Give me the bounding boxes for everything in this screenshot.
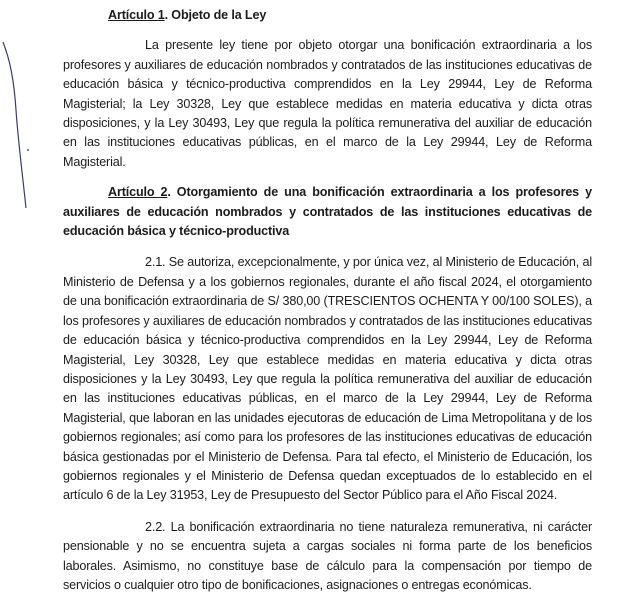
section-2-2-number: 2.2. [145,519,166,534]
article-2-label: Artículo 2 [108,185,168,200]
article-2-separator: . [167,185,177,200]
section-2-1-number: 2.1. [145,255,166,270]
document-page [63,6,592,595]
section-2-1-text: Se autoriza, excepcionalmente, y por única vez, al Ministerio de Educación, al Ministerio de Defensa y a los gobiernos regionales, durante el año fiscal 2024, el otorgamiento de una bonificación extraordinaria de S/ 380,00 (TRESCIENTOS OCHENTA Y 00/100 SOLES), a los profesores y auxiliares de educación nombrados y contratados de las instituciones educativas de educación básica y técnico-productiva comprendidos en la Ley 29944, Ley de Reforma Magisterial, Ley 30328, Ley que establece medidas en materia educativa y dicta otras disposiciones y la Ley 30493, Ley que regula la política remunerativa del auxiliar de educación en las instituciones educativas públicas, en el marco de la Ley 29944, Ley de Reforma Magisterial, que laboran en las unidades ejecutoras de educación de Lima Metropolitana y de los gobiernos regionales; así como para los profesores de las instituciones educativas de educación básica gestionadas por el Ministerio de Defensa. Para tal efecto, el Ministerio de Educación, los gobiernos regionales y el Ministerio de Defensa quedan exceptuados de lo establecido en el artículo 6 de la Ley 31953, Ley de Presupuesto del Sector Público para el Año Fiscal 2024. [63,255,592,503]
handwritten-margin-line [0,40,40,210]
article-1-title: Objeto de la Ley [171,8,267,22]
article-2-heading [63,183,592,241]
article-1-label: Artículo 1 [108,8,165,22]
article-2-title: Otorgamiento de una bonificación extraordinaria a los profesores y auxiliares de educación nombrados y contratados de las instituciones educativas de educación básica y técnico-productiva [63,185,592,239]
article-1-paragraph: La presente ley tiene por objeto otorgar una bonificación extraordinaria a los profesores y auxiliares de educación nombrados y contratados de las instituciones educativas de educación básica y técnico-productiva comprendidos en la Ley 29944, Ley de Reforma Magisterial; la Ley 30328, Ley que establece medidas en materia educativa y dicta otras disposiciones, y la Ley 30493, Ley que regula la política remunerativa del auxiliar de educación en las instituciones educativas públicas, en el marco de la Ley 29944, Ley de Reforma Magisterial. [63,38,592,169]
margin-dot [27,149,29,151]
article-1-separator: . [164,8,172,22]
section-2-1-paragraph [63,253,592,505]
article-1-heading [63,6,592,25]
section-2-2-text: La bonificación extraordinaria no tiene naturaleza remunerativa, ni carácter pensionable y no se encuentra sujeta a cargas sociales ni forma parte de los beneficios laborales. Asimismo, no constituye base de cálculo para la compensación por tiempo de servicios o cualquier otro tipo de bonificaciones, asignaciones o entregas económicas. [63,519,592,592]
section-2-2-paragraph [63,518,592,596]
